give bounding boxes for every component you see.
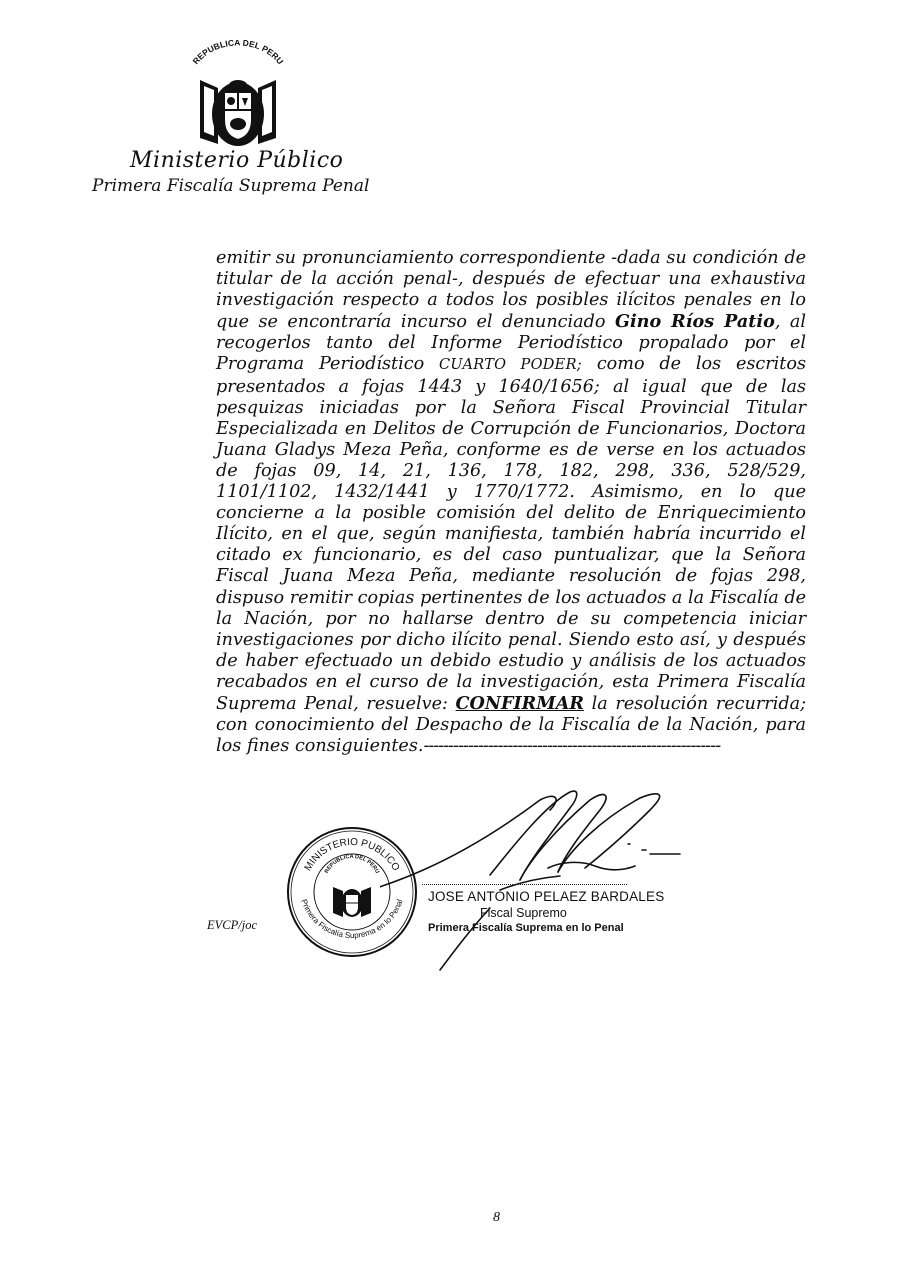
body-text-segment: Programa Periodístico: [216, 354, 439, 375]
handwritten-signature: [380, 780, 700, 980]
body-line: investigaciones por dicho ilícito penal. Siendo esto así, y después: [216, 629, 806, 650]
accused-name: Gino Ríos Patio: [614, 311, 775, 333]
peru-coat-of-arms-crest: [178, 40, 298, 152]
body-text-segment: los fines consiguientes.: [216, 736, 424, 757]
signature-line: [422, 884, 627, 885]
svg-text:REPUBLICA DEL PERU: [191, 40, 286, 66]
body-text-segment: que se encontraría incurso el denunciado: [216, 312, 615, 333]
body-line: de fojas 09, 14, 21, 136, 178, 182, 298, 336, 528/529,: [216, 460, 806, 481]
body-line: recogerlos tanto del Informe Periodístico propalado por el: [216, 333, 806, 354]
org-name-heading: Ministerio Público: [130, 148, 344, 173]
body-line: dispuso remitir copias pertinentes de los actuados a la Fiscalía de: [216, 587, 806, 608]
page-number: 8: [493, 1210, 500, 1225]
body-text-segment: , al: [774, 312, 806, 333]
seal-inner-text: REPUBLICA DEL PERU: [323, 853, 381, 875]
body-text-segment: la resolución recurrida;: [584, 693, 806, 714]
body-line: citado ex funcionario, es del caso puntualizar, que la Señora: [216, 545, 806, 566]
crest-arc-text: REPUBLICA DEL PERU: [190, 40, 286, 67]
body-line: Juana Gladys Meza Peña, conforme es de verse en los actuados: [216, 439, 806, 460]
resolution-verdict: CONFIRMAR: [455, 692, 585, 714]
body-text-segment: Suprema Penal, resuelve:: [216, 693, 456, 714]
body-line: con conocimiento del Despacho de la Fiscalía de la Nación, para: [216, 715, 806, 736]
dash-fill: ------------------------------------------------------------: [423, 736, 721, 757]
seal-bottom-text: Primera Fiscalía Suprema en lo Penal: [299, 898, 405, 941]
signer-name: JOSE ANTONIO PELAEZ BARDALES: [428, 889, 665, 904]
official-round-seal: [285, 825, 420, 960]
resolution-paragraph: [216, 248, 806, 757]
body-line: Fiscal Juana Meza Peña, mediante resolución de fojas 298,: [216, 566, 806, 587]
body-line: pesquizas iniciadas por la Señora Fiscal Provincial Titular: [216, 397, 806, 418]
signer-office: Primera Fiscalía Suprema en lo Penal: [428, 922, 624, 934]
body-line: presentados a fojas 1443 y 1640/1656; al igual que de las: [216, 376, 806, 397]
body-line: emitir su pronunciamiento correspondiente -dada su condición de: [216, 248, 806, 268]
body-line: concierne a la posible comisión del delito de Enriquecimiento: [216, 503, 806, 524]
body-line: de haber efectuado un debido estudio y análisis de los actuados: [216, 650, 806, 671]
body-line: titular de la acción penal-, después de efectuar una exhaustiva: [216, 269, 806, 290]
body-line: Ilícito, en el que, según manifiesta, también habría incurrido el: [216, 524, 806, 545]
reference-initials: EVCP/joc: [207, 918, 257, 932]
body-line: investigación respecto a todos los posibles ilícitos penales en lo: [216, 290, 806, 311]
body-line: [216, 311, 806, 333]
body-line: [216, 736, 806, 757]
svg-text:REPUBLICA DEL PERU: [324, 854, 380, 875]
body-line: [216, 354, 806, 376]
office-subheading: Primera Fiscalía Suprema Penal: [92, 176, 370, 196]
body-text-segment: como de los escritos: [581, 354, 806, 375]
body-line: Especializada en Delitos de Corrupción de Funcionarios, Doctora: [216, 418, 806, 439]
signer-title: Fiscal Supremo: [480, 906, 567, 920]
body-line: recabados en el curso de la investigación, esta Primera Fiscalía: [216, 671, 806, 692]
body-line: la Nación, por no hallarse dentro de su competencia iniciar: [216, 608, 806, 629]
body-line: 1101/1102, 1432/1441 y 1770/1772. Asimismo, en lo que: [216, 482, 806, 503]
program-name: CUARTO PODER;: [439, 357, 582, 374]
body-line: [216, 693, 806, 715]
seal-top-text: MINISTERIO PUBLICO: [302, 836, 402, 873]
